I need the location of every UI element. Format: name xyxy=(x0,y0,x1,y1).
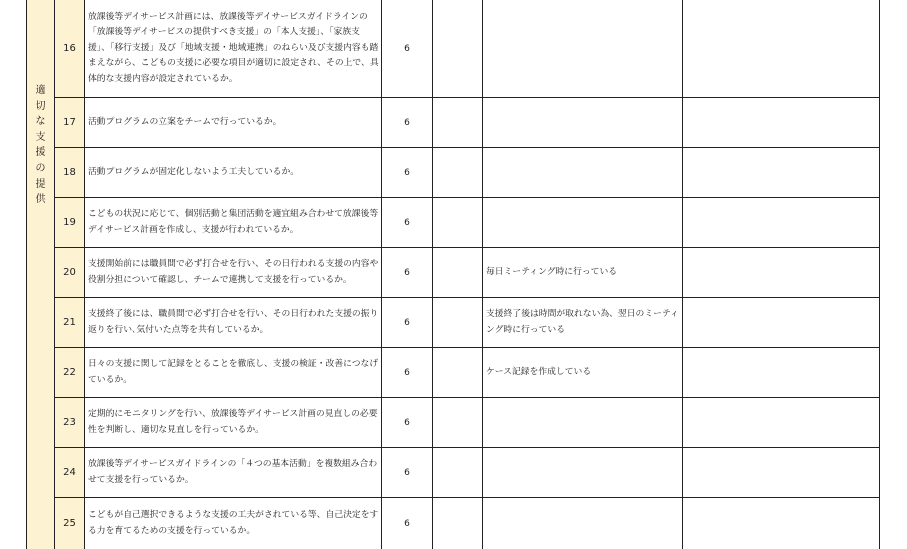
comment-cell[interactable] xyxy=(483,148,683,197)
count-value: 6 xyxy=(404,518,410,529)
row-number-cell[interactable] xyxy=(55,0,85,97)
row-number-cell[interactable] xyxy=(55,248,85,297)
count-value: 6 xyxy=(404,167,410,178)
question-text: 放課後等デイサービス計画には、放課後等デイサービスガイドラインの「放課後等デイサービスの提供すべき支援」の「本人支援」、「家族支援」、「移行支援」及び「地域支援・地域連携」のねらい及び支援内容も踏まえながら、こどもの支援に必要な項目が適切に設定され、その上で、具体的な支援内容が設定されているか。 xyxy=(88,11,379,84)
empty-cell[interactable] xyxy=(433,198,483,247)
row-number: 16 xyxy=(63,43,76,54)
comment-cell[interactable] xyxy=(483,0,683,97)
empty-cell[interactable] xyxy=(433,348,483,397)
table-row xyxy=(55,198,884,248)
count-cell[interactable] xyxy=(382,398,433,447)
category-label xyxy=(27,83,54,208)
row-number-cell[interactable] xyxy=(55,448,85,497)
row-number-cell[interactable] xyxy=(55,498,85,549)
count-value: 6 xyxy=(404,117,410,128)
table-row xyxy=(55,398,884,448)
table-row xyxy=(55,0,884,98)
count-value: 6 xyxy=(404,267,410,278)
table-row xyxy=(55,348,884,398)
empty-cell[interactable] xyxy=(433,448,483,497)
count-value: 6 xyxy=(404,417,410,428)
sheet-right-margin xyxy=(880,0,907,549)
question-text: 活動プログラムが固定化しないよう工夫しているか。 xyxy=(88,166,300,177)
count-cell[interactable] xyxy=(382,348,433,397)
comment-text: ケース記録を作成している xyxy=(486,366,592,377)
comment-cell[interactable] xyxy=(483,298,683,347)
comment-cell[interactable] xyxy=(483,348,683,397)
count-value: 6 xyxy=(404,317,410,328)
row-number: 25 xyxy=(63,518,76,529)
count-cell[interactable] xyxy=(382,0,433,97)
category-char: の xyxy=(35,162,46,174)
table-row xyxy=(55,498,884,549)
empty-cell[interactable] xyxy=(683,148,880,197)
empty-cell[interactable] xyxy=(683,298,880,347)
question-cell[interactable] xyxy=(85,298,382,347)
question-text: 支援終了後には、職員間で必ず打合せを行い、その日行われた支援の振り返りを行い､気付いた点等を共有しているか。 xyxy=(88,309,379,335)
question-cell[interactable] xyxy=(85,348,382,397)
empty-cell[interactable] xyxy=(433,248,483,297)
count-cell[interactable] xyxy=(382,148,433,197)
count-value: 6 xyxy=(404,467,410,478)
count-value: 6 xyxy=(404,217,410,228)
category-char: 援 xyxy=(35,147,46,159)
empty-cell[interactable] xyxy=(683,98,880,147)
question-cell[interactable] xyxy=(85,498,382,549)
row-number: 21 xyxy=(63,317,76,328)
comment-cell[interactable] xyxy=(483,498,683,549)
question-cell[interactable] xyxy=(85,148,382,197)
empty-cell[interactable] xyxy=(683,448,880,497)
question-text: 日々の支援に関して記録をとることを徹底し、支援の検証・改善につなげているか。 xyxy=(88,359,379,385)
empty-cell[interactable] xyxy=(683,398,880,447)
row-number: 17 xyxy=(63,117,76,128)
empty-cell[interactable] xyxy=(683,348,880,397)
question-text: 定期的にモニタリングを行い、放課後等デイサービス計画の見直しの必要性を判断し、適切な見直しを行っているか。 xyxy=(88,409,378,435)
table-row xyxy=(55,248,884,298)
comment-text: 毎日ミーティング時に行っている xyxy=(486,266,618,277)
comment-cell[interactable] xyxy=(483,398,683,447)
question-cell[interactable] xyxy=(85,0,382,97)
empty-cell[interactable] xyxy=(433,98,483,147)
empty-cell[interactable] xyxy=(433,298,483,347)
sheet-left-margin xyxy=(0,0,26,549)
count-cell[interactable] xyxy=(382,498,433,549)
row-number: 24 xyxy=(63,467,76,478)
row-number: 22 xyxy=(63,367,76,378)
category-char: 適 xyxy=(35,85,46,96)
table-row xyxy=(55,298,884,348)
question-text: 活動プログラムの立案をチームで行っているか。 xyxy=(88,116,282,127)
count-cell[interactable] xyxy=(382,198,433,247)
count-cell[interactable] xyxy=(382,298,433,347)
empty-cell[interactable] xyxy=(433,398,483,447)
empty-cell[interactable] xyxy=(683,248,880,297)
category-char: 提 xyxy=(35,178,46,190)
category-char: 支 xyxy=(35,131,46,143)
question-cell[interactable] xyxy=(85,248,382,297)
category-cell[interactable] xyxy=(26,0,55,549)
count-value: 6 xyxy=(404,367,410,378)
row-number-cell[interactable] xyxy=(55,348,85,397)
question-text: こどもの状況に応じて、個別活動と集団活動を適宜組み合わせて放課後等デイサービス計画を作成し、支援が行われているか。 xyxy=(88,209,379,235)
count-value: 6 xyxy=(404,43,410,54)
question-text: 放課後等デイサービスガイドラインの「４つの基本活動」を複数組み合わせて支援を行っているか。 xyxy=(88,459,378,485)
question-cell[interactable] xyxy=(85,98,382,147)
comment-cell[interactable] xyxy=(483,248,683,297)
question-cell[interactable] xyxy=(85,398,382,447)
row-number-cell[interactable] xyxy=(55,298,85,347)
empty-cell[interactable] xyxy=(433,498,483,549)
comment-cell[interactable] xyxy=(483,448,683,497)
comment-text: 支援終了後は時間が取れない為、翌日のミーティング時に行っている xyxy=(486,309,679,335)
count-cell[interactable] xyxy=(382,248,433,297)
question-text: こどもが自己選択できるような支援の工夫がされている等、自己決定をする力を育てるための支援を行っているか。 xyxy=(88,510,379,536)
count-cell[interactable] xyxy=(382,448,433,497)
question-cell[interactable] xyxy=(85,448,382,497)
table-row xyxy=(55,448,884,498)
count-cell[interactable] xyxy=(382,98,433,147)
row-number: 20 xyxy=(63,267,76,278)
category-char: な xyxy=(35,116,46,128)
row-number-cell[interactable] xyxy=(55,148,85,197)
empty-cell[interactable] xyxy=(683,198,880,247)
row-number-cell[interactable] xyxy=(55,398,85,447)
row-number: 19 xyxy=(63,217,76,228)
category-char: 切 xyxy=(35,100,46,112)
category-char: 供 xyxy=(35,194,46,206)
table-row xyxy=(55,148,884,198)
comment-cell[interactable] xyxy=(483,98,683,147)
row-number-cell[interactable] xyxy=(55,198,85,247)
empty-cell[interactable] xyxy=(683,498,880,549)
question-text: 支援開始前には職員間で必ず打合せを行い、その日行われる支援の内容や役割分担について確認し、チームで連携して支援を行っているか。 xyxy=(88,259,379,285)
row-number-cell[interactable] xyxy=(55,98,85,147)
comment-cell[interactable] xyxy=(483,198,683,247)
empty-cell[interactable] xyxy=(433,0,483,97)
empty-cell[interactable] xyxy=(433,148,483,197)
row-number: 18 xyxy=(63,167,76,178)
row-number: 23 xyxy=(63,417,76,428)
question-cell[interactable] xyxy=(85,198,382,247)
empty-cell[interactable] xyxy=(683,0,880,97)
table-row xyxy=(55,98,884,148)
